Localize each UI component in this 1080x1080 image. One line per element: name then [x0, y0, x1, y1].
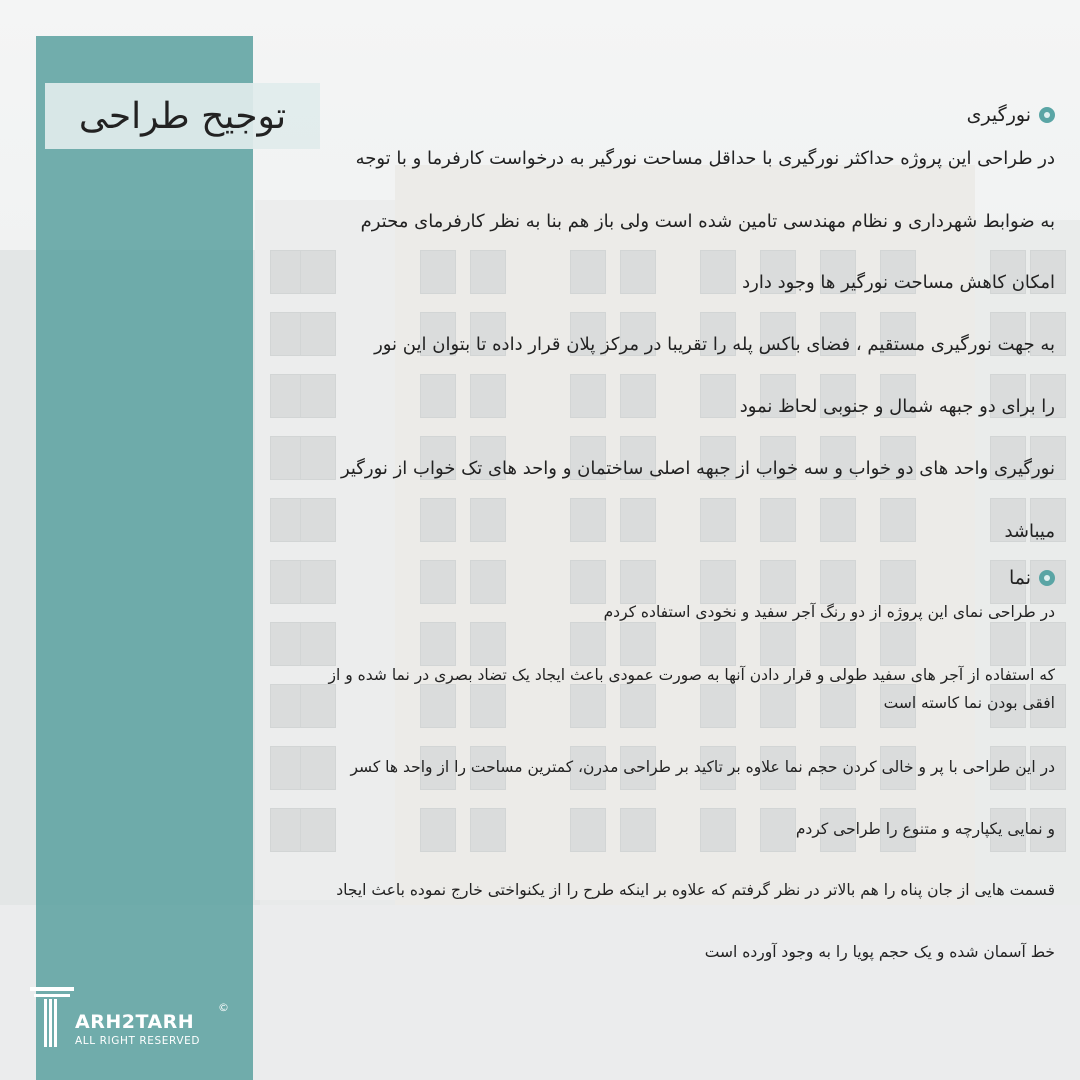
paragraph-line: نورگیری واحد های دو خواب و سه خواب از جبهه اصلی ساختمان و واحد های تک خواب از نورگیر: [340, 458, 1055, 479]
background-window: [300, 436, 336, 480]
section-heading-lighting: [967, 100, 1055, 130]
background-window: [700, 560, 736, 604]
paragraph-line: افقی بودن نما کاسته است: [883, 694, 1055, 712]
background-window: [1030, 622, 1066, 666]
background-window: [300, 374, 336, 418]
background-window: [570, 560, 606, 604]
background-window: [620, 684, 656, 728]
background-window: [300, 684, 336, 728]
background-window: [620, 250, 656, 294]
background-window: [420, 808, 456, 852]
background-window: [300, 808, 336, 852]
background-window: [470, 684, 506, 728]
background-window: [700, 808, 736, 852]
background-window: [620, 498, 656, 542]
background-window: [700, 684, 736, 728]
section-heading-label: نورگیری: [966, 104, 1031, 126]
background-window: [760, 498, 796, 542]
paragraph-line: در این طراحی با پر و خالی کردن حجم نما علاوه بر تاکید بر طراحی مدرن، کمترین مساحت را از واحد ها کسر: [350, 758, 1055, 776]
background-window: [300, 746, 336, 790]
background-window: [620, 808, 656, 852]
background-window: [420, 560, 456, 604]
background-window: [300, 498, 336, 542]
background-window: [470, 498, 506, 542]
paragraph-line: و نمایی یکپارچه و متنوع را طراحی کردم: [795, 820, 1055, 838]
copyright-symbol: ©: [218, 1001, 229, 1014]
background-window: [420, 498, 456, 542]
background-window: [700, 374, 736, 418]
background-window: [570, 498, 606, 542]
background-window: [470, 250, 506, 294]
background-window: [470, 808, 506, 852]
background-window: [880, 622, 916, 666]
section-heading-facade: [1009, 563, 1055, 593]
title-box: [45, 83, 320, 149]
paragraph-line: به ضوابط شهرداری و نظام مهندسی تامین شده است ولی باز هم بنا به نظر کارفرمای محترم: [360, 211, 1055, 232]
paragraph-line: را برای دو جبهه شمال و جنوبی لحاظ نمود: [739, 396, 1055, 417]
background-window: [570, 622, 606, 666]
background-window: [570, 684, 606, 728]
background-window: [620, 560, 656, 604]
background-window: [300, 560, 336, 604]
background-window: [300, 312, 336, 356]
background-window: [760, 684, 796, 728]
bullet-icon: [1039, 107, 1055, 123]
section-heading-label: نما: [1008, 567, 1031, 589]
paragraph-line: در طراحی این پروژه حداکثر نورگیری با حداقل مساحت نورگیر به درخواست کارفرما و با توجه: [355, 148, 1055, 169]
brand-name: ARH2TARH: [75, 1011, 195, 1033]
background-window: [570, 374, 606, 418]
background-window: [820, 622, 856, 666]
page-title: توجیح طراحی: [78, 95, 287, 137]
background-window: [470, 374, 506, 418]
background-window: [300, 622, 336, 666]
paragraph-line: میباشد: [1004, 521, 1055, 542]
teal-side-band: [36, 36, 253, 1080]
background-window: [990, 622, 1026, 666]
background-window: [700, 498, 736, 542]
paragraph-line: امکان کاهش مساحت نورگیر ها وجود دارد: [742, 272, 1055, 293]
paragraph-line: خط آسمان شده و یک حجم پویا را به وجود آورده است: [704, 943, 1055, 961]
background-window: [760, 560, 796, 604]
background-window: [420, 374, 456, 418]
background-window: [570, 808, 606, 852]
brand-logo: [30, 985, 230, 1051]
background-window: [760, 622, 796, 666]
paragraph-line: در طراحی نمای این پروژه از دو رنگ آجر سفید و نخودی استفاده کردم: [603, 603, 1055, 621]
background-window: [880, 560, 916, 604]
background-window: [470, 622, 506, 666]
paragraph-line: که استفاده از آجر های سفید طولی و قرار دادن آنها به صورت عمودی باعث ایجاد یک تضاد بصری در نما شده و از: [328, 666, 1055, 684]
paragraph-line: به جهت نورگیری مستقیم ، فضای باکس پله را تقریبا در مرکز پلان قرار داده تا بتوان این نور: [374, 334, 1055, 355]
background-window: [700, 250, 736, 294]
background-window: [420, 250, 456, 294]
background-window: [620, 622, 656, 666]
background-window: [470, 560, 506, 604]
background-window: [880, 498, 916, 542]
background-window: [760, 808, 796, 852]
background-window: [420, 622, 456, 666]
bullet-icon: [1039, 570, 1055, 586]
background-window: [420, 684, 456, 728]
background-window: [700, 622, 736, 666]
paragraph-line: قسمت هایی از جان پناه را هم بالاتر در نظر گرفتم که علاوه بر اینکه طرح را از یکنواختی خارج نموده باعث ایجاد: [336, 881, 1055, 899]
background-window: [300, 250, 336, 294]
background-window: [570, 250, 606, 294]
background-window: [620, 374, 656, 418]
background-window: [820, 684, 856, 728]
background-window: [820, 560, 856, 604]
background-window: [820, 498, 856, 542]
rights-text: ALL RIGHT RESERVED: [75, 1035, 201, 1047]
